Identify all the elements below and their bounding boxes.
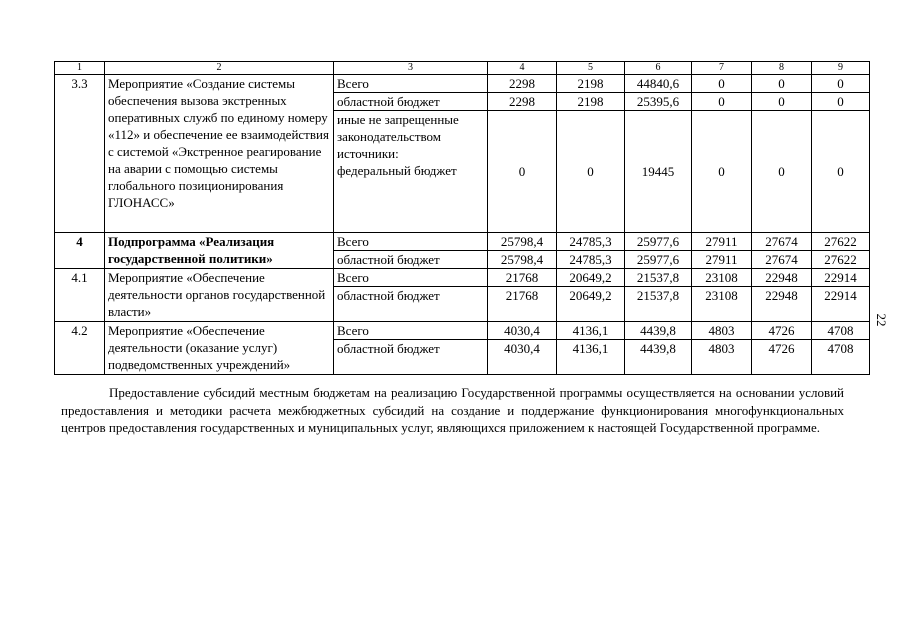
- value-cell: 25798,4: [488, 233, 557, 251]
- funding-source: Всего: [334, 269, 488, 287]
- funding-source: областной бюджет: [334, 340, 488, 375]
- value-cell: 21537,8: [625, 269, 692, 287]
- value-cell: 25977,6: [625, 251, 692, 269]
- value-cell: 21768: [488, 269, 557, 287]
- value-cell: 2198: [557, 75, 625, 93]
- value-cell: 25798,4: [488, 251, 557, 269]
- column-number: 7: [692, 62, 752, 75]
- value-cell: 4803: [692, 322, 752, 340]
- value-cell: 4030,4: [488, 340, 557, 375]
- funding-source: областной бюджет: [334, 93, 488, 111]
- value-cell: 0: [692, 93, 752, 111]
- value-cell: 4136,1: [557, 322, 625, 340]
- value-cell: 4136,1: [557, 340, 625, 375]
- value-cell: 22948: [752, 287, 812, 322]
- value-cell: 23108: [692, 269, 752, 287]
- funding-source: областной бюджет: [334, 287, 488, 322]
- value-cell: 0: [557, 111, 625, 233]
- column-number: 8: [752, 62, 812, 75]
- value-cell: 22914: [812, 269, 870, 287]
- funding-source: Всего: [334, 75, 488, 93]
- column-number: 9: [812, 62, 870, 75]
- value-cell: 20649,2: [557, 287, 625, 322]
- value-cell: 44840,6: [625, 75, 692, 93]
- row-number: 4.1: [55, 269, 105, 322]
- value-cell: 4708: [812, 322, 870, 340]
- value-cell: 27674: [752, 251, 812, 269]
- value-cell: 0: [812, 93, 870, 111]
- column-number: 4: [488, 62, 557, 75]
- value-cell: 25395,6: [625, 93, 692, 111]
- value-cell: 27622: [812, 251, 870, 269]
- value-cell: 19445: [625, 111, 692, 233]
- table-row: [55, 322, 870, 340]
- value-cell: 0: [488, 111, 557, 233]
- table-row: [55, 75, 870, 93]
- column-number: 3: [334, 62, 488, 75]
- page-number: 22: [874, 313, 889, 327]
- column-number: 2: [105, 62, 334, 75]
- value-cell: 2198: [557, 93, 625, 111]
- funding-source: областной бюджет: [334, 251, 488, 269]
- value-cell: 4726: [752, 340, 812, 375]
- funding-source: Всего: [334, 233, 488, 251]
- value-cell: 0: [692, 111, 752, 233]
- value-cell: 4030,4: [488, 322, 557, 340]
- value-cell: 0: [752, 75, 812, 93]
- body-paragraph: Предоставление субсидий местным бюджетам на реализацию Государственной программы осуществляется на основании условий предоставления и методики расчета межбюджетных субсидий на создание и поддержание функционирования многофункциональных центров предоставления государственных и муниципальных услуг, являющихся приложением к настоящей Государственной программе.: [61, 385, 844, 436]
- value-cell: 4708: [812, 340, 870, 375]
- activity-name: Мероприятие «Обеспечение деятельности органов государственной власти»: [105, 269, 334, 322]
- value-cell: 27622: [812, 233, 870, 251]
- value-cell: 25977,6: [625, 233, 692, 251]
- table-row: [55, 233, 870, 251]
- value-cell: 24785,3: [557, 233, 625, 251]
- column-number: 1: [55, 62, 105, 75]
- row-number: 4: [55, 233, 105, 269]
- funding-source: Всего: [334, 322, 488, 340]
- value-cell: 0: [812, 111, 870, 233]
- value-cell: 0: [812, 75, 870, 93]
- value-cell: 20649,2: [557, 269, 625, 287]
- column-number-row: [55, 62, 870, 75]
- value-cell: 2298: [488, 75, 557, 93]
- value-cell: 27911: [692, 233, 752, 251]
- value-cell: 2298: [488, 93, 557, 111]
- value-cell: 21768: [488, 287, 557, 322]
- value-cell: 21537,8: [625, 287, 692, 322]
- funding-source-other: иные не запрещенные законодательством источники:: [337, 112, 459, 161]
- value-cell: 27674: [752, 233, 812, 251]
- value-cell: 4439,8: [625, 322, 692, 340]
- row-number: 3.3: [55, 75, 105, 233]
- budget-table: [54, 61, 870, 375]
- value-cell: 4439,8: [625, 340, 692, 375]
- value-cell: 0: [752, 93, 812, 111]
- value-cell: 27911: [692, 251, 752, 269]
- activity-name: Мероприятие «Создание системы обеспечения вызова экстренных оперативных служб по единому номеру «112» и обеспечение ее взаимодействия с системой «Экстренное реагирование на аварии с помощью системы глобального позиционирования ГЛОНАСС»: [105, 75, 334, 233]
- funding-source-federal: федеральный бюджет: [337, 163, 457, 178]
- column-number: 6: [625, 62, 692, 75]
- value-cell: 23108: [692, 287, 752, 322]
- activity-name: Мероприятие «Обеспечение деятельности (оказание услуг) подведомственных учреждений»: [105, 322, 334, 375]
- table-row: [55, 269, 870, 287]
- value-cell: 0: [752, 111, 812, 233]
- funding-source: [334, 111, 488, 233]
- column-number: 5: [557, 62, 625, 75]
- row-number: 4.2: [55, 322, 105, 375]
- value-cell: 0: [692, 75, 752, 93]
- value-cell: 24785,3: [557, 251, 625, 269]
- value-cell: 4726: [752, 322, 812, 340]
- value-cell: 22948: [752, 269, 812, 287]
- value-cell: 22914: [812, 287, 870, 322]
- subprogram-name: Подпрограмма «Реализация государственной политики»: [105, 233, 334, 269]
- value-cell: 4803: [692, 340, 752, 375]
